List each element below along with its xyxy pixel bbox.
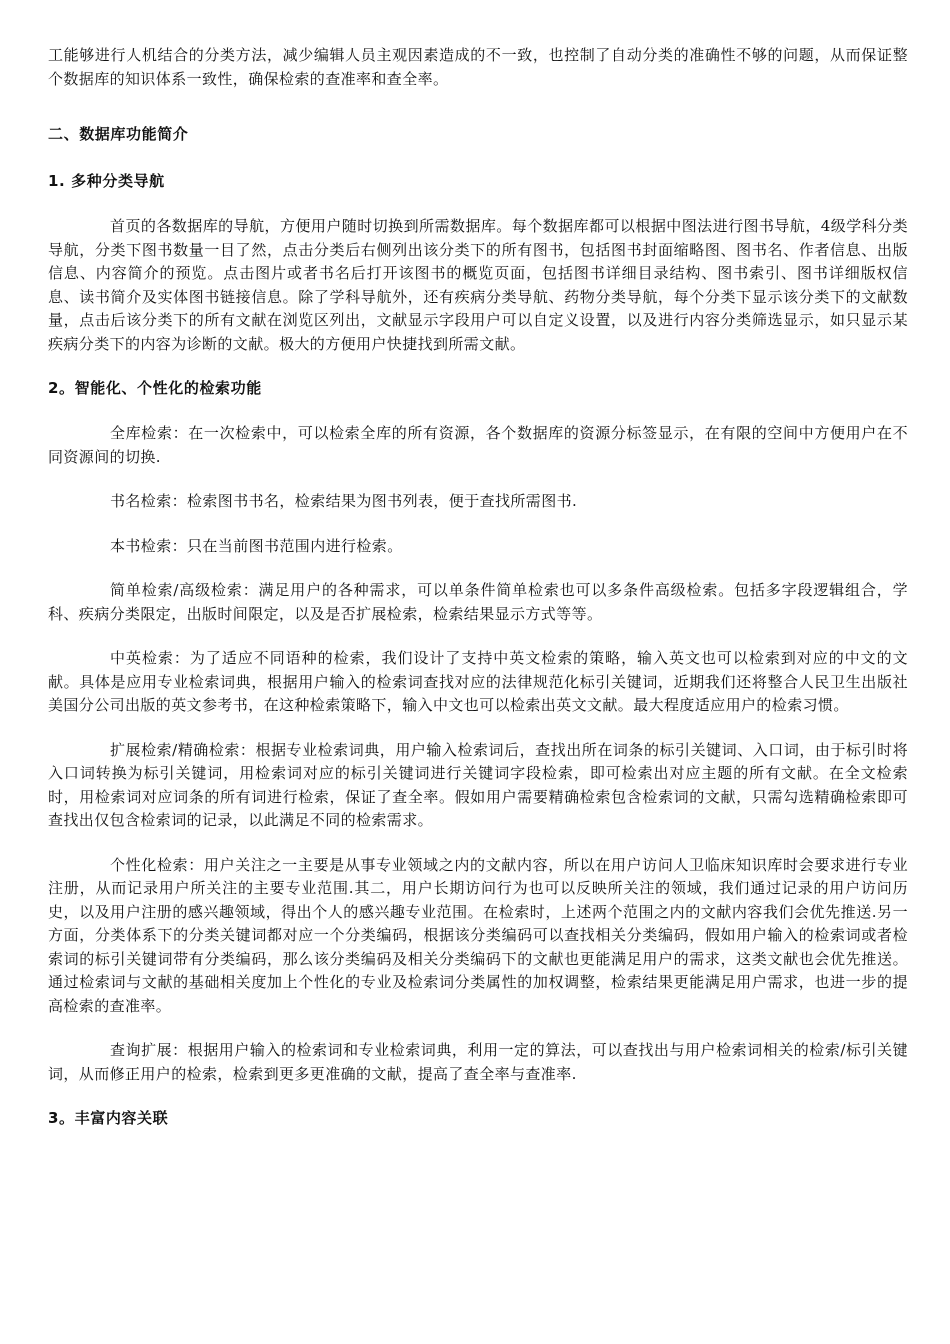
subsection-heading-2: 2。智能化、个性化的检索功能 xyxy=(48,379,262,397)
personalized-search-paragraph: 个性化检索：用户关注之一主要是从事专业领域之内的文献内容，所以在用户访问人卫临床知识库时会要求进行专业注册，从而记录用户所关注的主要专业范围.其二，用户长期访问行为也可以反映所关注的领域，我们通过记录的用户访问历史，以及用户注册的感兴趣领域，得出个人的感兴趣专业范围。在检索时，上述两个范围之内的文献内容我们会优先推送.另一方面，分类体系下的分类关键词都对应一个分类编码，根据该分类编码可以查找相关分类编码，假如用户输入的检索词或者检索词的标引关键词带有分类编码，那么该分类编码及相关分类编码下的文献也更能满足用户的需求，这类文献也会优先推送。通过检索词与文献的基础相关度加上个性化的专业及检索词分类属性的加权调整，检索结果更能满足用户需求，也进一步的提高检索的查准率。 xyxy=(48,855,908,1015)
simple-advanced-search-paragraph: 简单检索/高级检索：满足用户的各种需求，可以单条件简单检索也可以多条件高级检索。包括多字段逻辑组合，学科、疾病分类限定，出版时间限定，以及是否扩展检索，检索结果显示方式等等。 xyxy=(48,581,908,623)
section-heading: 二、数据库功能简介 xyxy=(48,125,189,143)
subsection-heading-1: 1. 多种分类导航 xyxy=(48,172,165,190)
in-book-search-paragraph: 本书检索：只在当前图书范围内进行检索。 xyxy=(110,536,403,555)
query-expansion-paragraph: 查询扩展：根据用户输入的检索词和专业检索词典，利用一定的算法，可以查找出与用户检索词相关的检索/标引关键词，从而修正用户的检索，检索到更多更准确的文献，提高了查全率与查准率. xyxy=(48,1041,908,1083)
bilingual-search-paragraph: 中英检索：为了适应不同语种的检索，我们设计了支持中英文检索的策略，输入英文也可以检索到对应的中文的文献。具体是应用专业检索词典，根据用户输入的检索词查找对应的法律规范化标引关键词，近期我们还将整合人民卫生出版社美国分公司出版的英文参考书，在这种检索策略下，输入中文也可以检索出英文文献。最大程度适应用户的检索习惯。 xyxy=(48,649,908,714)
extended-exact-search-paragraph: 扩展检索/精确检索：根据专业检索词典，用户输入检索词后，查找出所在词条的标引关键词、入口词，由于标引时将入口词转换为标引关键词，用检索词对应的标引关键词进行关键词字段检索，即可检索出对应主题的所有文献。在全文检索时，用检索词对应词条的所有词进行检索，保证了查全率。假如用户需要精确检索包含检索词的文献，只需勾选精确检索即可查找出仅包含检索词的记录，以此满足不同的检索需求。 xyxy=(48,740,908,829)
document-page xyxy=(48,44,908,1152)
intro-paragraph: 工能够进行人机结合的分类方法，减少编辑人员主观因素造成的不一致，也控制了自动分类的准确性不够的问题，从而保证整个数据库的知识体系一致性，确保检索的查准率和查全率。 xyxy=(48,46,908,88)
full-library-search-paragraph: 全库检索：在一次检索中，可以检索全库的所有资源，各个数据库的资源分标签显示，在有限的空间中方便用户在不同资源间的切换. xyxy=(48,424,908,466)
book-title-search-paragraph: 书名检索：检索图书书名，检索结果为图书列表，便于查找所需图书. xyxy=(110,492,578,510)
navigation-paragraph: 首页的各数据库的导航，方便用户随时切换到所需数据库。每个数据库都可以根据中图法进行图书导航，4级学科分类导航，分类下图书数量一目了然，点击分类后右侧列出该分类下的所有图书，包括图书封面缩略图、图书名、作者信息、出版信息、内容简介的预览。点击图片或者书名后打开该图书的概览页面，包括图书详细目录结构、图书索引、图书详细版权信息、读书简介及实体图书链接信息。除了学科导航外，还有疾病分类导航、药物分类导航，每个分类下显示该分类下的文献数量，点击后该分类下的所有文献在浏览区列出，文献显示字段用户可以自定义设置，以及进行内容分类筛选显示，如只显示某疾病分类下的内容为诊断的文献。极大的方便用户快捷找到所需文献。 xyxy=(48,217,908,353)
subsection-heading-3: 3。丰富内容关联 xyxy=(48,1109,169,1127)
